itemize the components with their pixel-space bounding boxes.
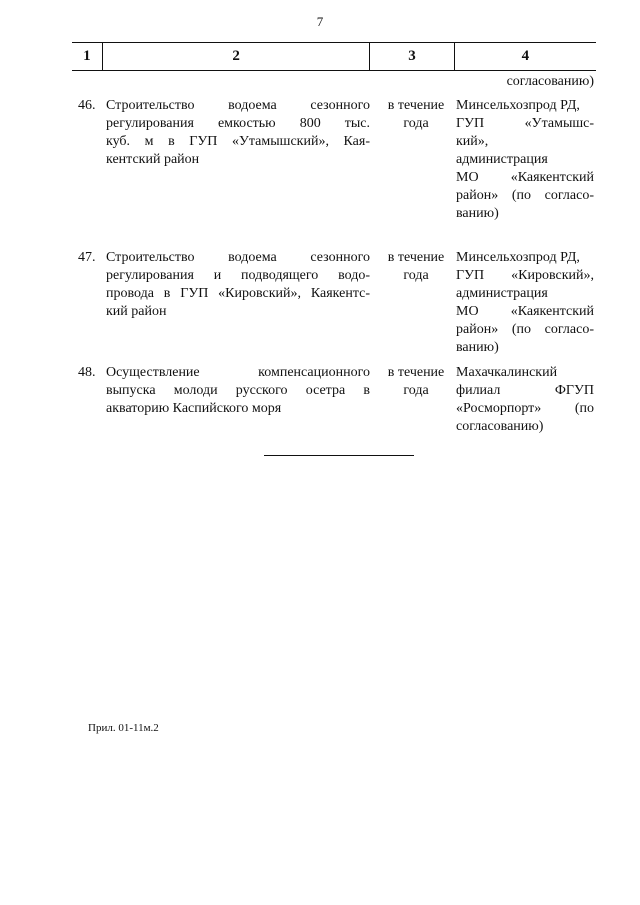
row-responsible bbox=[456, 364, 594, 436]
term-line: в течение bbox=[387, 365, 445, 380]
page-number: 7 bbox=[316, 14, 324, 29]
column-header-1: 1 bbox=[83, 48, 91, 64]
row-description bbox=[106, 97, 370, 169]
responsible-line: МО «Каякентский bbox=[456, 304, 594, 319]
responsible-line: Минсельхозпрод РД, bbox=[456, 250, 580, 265]
end-rule bbox=[264, 455, 414, 456]
responsible-line: ванию) bbox=[456, 206, 499, 221]
row-number: 47. bbox=[78, 250, 96, 265]
term-line: в течение bbox=[387, 98, 445, 113]
responsible-line: ванию) bbox=[456, 340, 499, 355]
description-line: кентский район bbox=[106, 152, 200, 167]
column-header-2: 2 bbox=[102, 43, 369, 70]
table-header bbox=[72, 42, 596, 71]
responsible-line: филиал ФГУП bbox=[456, 383, 594, 398]
footer-note: Прил. 01-11м.2 bbox=[88, 722, 159, 734]
description-line: Строительство водоема сезонного bbox=[106, 98, 370, 113]
description-line: акваторию Каспийского моря bbox=[106, 401, 282, 416]
row-number: 48. bbox=[78, 365, 96, 380]
responsible-line: Минсельхозпрод РД, bbox=[456, 98, 580, 113]
term-line: года bbox=[403, 116, 429, 131]
term-line: года bbox=[403, 383, 429, 398]
responsible-line: ГУП «Утамышс- bbox=[456, 116, 594, 131]
row-term bbox=[376, 249, 456, 285]
responsible-line: кий», bbox=[456, 134, 489, 149]
description-line: Строительство водоема сезонного bbox=[106, 250, 370, 265]
responsible-line: ГУП «Кировский», bbox=[456, 268, 594, 283]
responsible-line: согласованию) bbox=[456, 419, 544, 434]
row-term bbox=[376, 97, 456, 133]
description-line: кий район bbox=[106, 304, 167, 319]
description-line: регулирования и подводящего водо- bbox=[106, 268, 370, 283]
description-line: куб. м в ГУП «Утамышский», Кая- bbox=[106, 134, 370, 149]
responsible-line: МО «Каякентский bbox=[456, 170, 594, 185]
responsible-line: Махачкалинский bbox=[456, 365, 558, 380]
description-line: выпуска молоди русского осетра в bbox=[106, 383, 370, 398]
row-description bbox=[106, 249, 370, 321]
description-line: Осуществление компенсационного bbox=[106, 365, 370, 380]
description-line: регулирования емкостью 800 тыс. bbox=[106, 116, 370, 131]
row-term bbox=[376, 364, 456, 400]
responsible-line: администрация bbox=[456, 152, 548, 167]
row-responsible bbox=[456, 97, 594, 223]
responsible-line: «Росморпорт» (по bbox=[456, 401, 594, 416]
column-header-4: 4 bbox=[454, 43, 596, 70]
carryover-text: согласованию) bbox=[506, 74, 594, 89]
description-line: провода в ГУП «Кировский», Каякентс- bbox=[106, 286, 370, 301]
responsible-line: район» (по согласо- bbox=[456, 322, 594, 337]
row-responsible bbox=[456, 249, 594, 357]
term-line: в течение bbox=[387, 250, 445, 265]
row-description bbox=[106, 364, 370, 418]
column-header-3: 3 bbox=[369, 43, 454, 70]
row-number: 46. bbox=[78, 98, 96, 113]
term-line: года bbox=[403, 268, 429, 283]
responsible-line: район» (по согласо- bbox=[456, 188, 594, 203]
responsible-line: администрация bbox=[456, 286, 548, 301]
